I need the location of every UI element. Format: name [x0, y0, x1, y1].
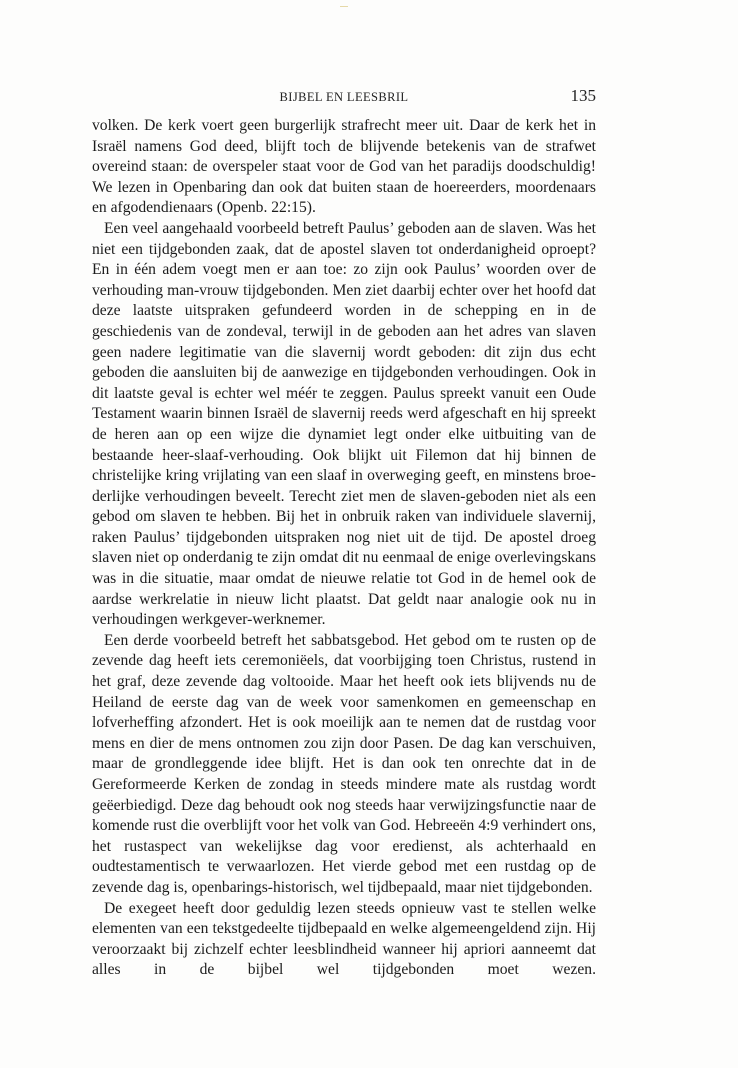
scan-mark: [340, 6, 348, 7]
paragraph-3: Een derde voorbeeld betreft het sabbatsgebod. Het gebod om te rusten op de zevende dag heeft iets ceremoniëels, dat voorbijging toen Christus, rustend in het graf, deze zevende dag voltooide. Maar het heeft ook iets blijvends nu de Heiland de eerste dag van de week voor samenkomen en gemeenschap en lofverheffing afzondert. Het is ook moeilijk aan te nemen dat de rustdag voor mens en dier de mens ontnomen zou zijn door Pasen. De dag kan verschuiven, maar de grondleggende idee blijft. Het is dan ook ten onrechte dat in de Gereformeerde Kerken de zondag in steeds mindere mate als rustdag wordt geëerbiedigd. Deze dag behoudt ook nog steeds haar verwijzingsfunctie naar de komende rust die overblijft voor het volk van God. Hebreeën 4:9 verhindert ons, het rustaspect van wekelijkse dag voor eredienst, als achterhaald en oudtestamentisch te verwaarlozen. Het vierde gebod met een rustdag op de zevende dag is, openbarings-historisch, wel tijdbepaald, maar niet tijdgebonden.: [92, 631, 596, 896]
paragraph-4: De exegeet heeft door geduldig lezen steeds opnieuw vast te stellen welke elementen van een tekstgedeelte tijdbepaald en welke algemeengeldend zijn. Hij veroorzaakt bij zichzelf echter leesblindheid wanneer hij apriori aanneemt dat alles in de bijbel wel tijdgebonden moet wezen.: [92, 899, 596, 979]
running-header: [92, 86, 596, 110]
paragraph-2: Een veel aangehaald voorbeeld betreft Paulus’ geboden aan de slaven. Was het niet een tijdgebonden zaak, dat de apostel slaven tot onderdanigheid oproept? En in één adem voegt men er aan toe: zo zijn ook Paulus’ woorden over de verhouding man-vrouw tijdgebonden. Men ziet daarbij echter over het hoofd dat deze laatste uitspraken gefundeerd worden in de schepping en in de geschiedenis van de zondeval, terwijl in de geboden aan het adres van slaven geen nadere legitimatie van die slavernij wordt geboden: dit zijn dus echt geboden die aansluiten bij de aanwezige en tijdgebonden verhoudingen. Ook in dit laatste geval is echter wel méér te zeggen. Paulus spreekt vanuit een Oude Testament waarin binnen Israël de slavernij reeds werd afgeschaft en hij spreekt de heren aan op een wijze die dynamiet legt onder elke uitbuiting van de bestaande heer-slaaf-verhouding. Ook blijkt uit Filemon dat hij binnen de christelijke kring vrijlating van een slaaf in overweging geeft, en minstens broederlijke verhoudingen beveelt. Terecht ziet men de slaven-geboden niet als een gebod om slaven te hebben. Bij het in onbruik raken van individuele slavernij, raken Paulus’ tijdgebonden uitspraken nog niet uit de tijd. De apostel droeg slaven niet op onderdanig te zijn omdat dit nu eenmaal de enige overlevingskans was in die situatie, maar omdat de nieuwe relatie tot God in de hemel ook de aardse werkrelatie in nieuw licht plaatst. Dat geldt naar analogie ook nu in verhoudingen werkgever-werknemer.: [92, 219, 596, 629]
body-text: [92, 116, 596, 981]
page-number: 135: [570, 86, 596, 105]
paragraph-1: volken. De kerk voert geen burgerlijk strafrecht meer uit. Daar de kerk het in Israël namens God deed, blijft toch de blijvende betekenis van de strafwet overeind staan: de overspeler staat voor de God van het paradijs doodschuldig! We lezen in Openbaring dan ook dat buiten staan de hoereerders, moordenaars en afgodendienaars (Openb. 22:15).: [92, 117, 596, 217]
running-title: BIJBEL EN LEESBRIL: [279, 90, 409, 104]
